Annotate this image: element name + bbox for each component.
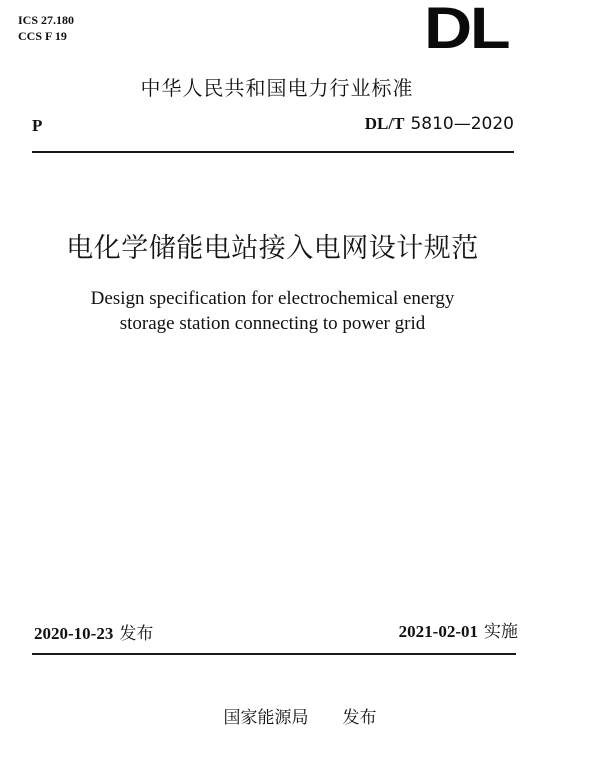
category-code: P (32, 116, 43, 135)
issue-date: 2020-10-23 (34, 624, 114, 643)
bottom-divider (32, 653, 516, 655)
classification-block (18, 12, 74, 44)
standard-code-number: 5810—2020 (410, 114, 514, 134)
top-divider (32, 151, 514, 153)
chinese-title: 电化学储能电站接入电网设计规范 (66, 233, 479, 264)
issuer-name: 国家能源局 (223, 708, 309, 728)
standard-code (365, 113, 514, 135)
ccs-code: CCS F 19 (18, 29, 67, 43)
english-title-line-1: Design specification for electrochemical energy (90, 288, 455, 309)
implement-date: 2021-02-01 (398, 622, 478, 641)
issue-label: 发布 (119, 624, 154, 644)
standard-code-prefix: DL/T (364, 114, 405, 133)
issuer-block (0, 707, 600, 729)
issuer-label: 发布 (342, 708, 377, 728)
english-title (0, 286, 545, 336)
english-title-line-2: storage station connecting to power grid (119, 313, 426, 334)
issue-date-block (34, 623, 153, 645)
implement-label: 实施 (484, 622, 518, 642)
ics-code: ICS 27.180 (18, 13, 75, 27)
dl-logo: DL (423, 0, 508, 61)
industry-standard-heading: 中华人民共和国电力行业标准 (140, 76, 414, 100)
implement-date-block (399, 621, 518, 643)
